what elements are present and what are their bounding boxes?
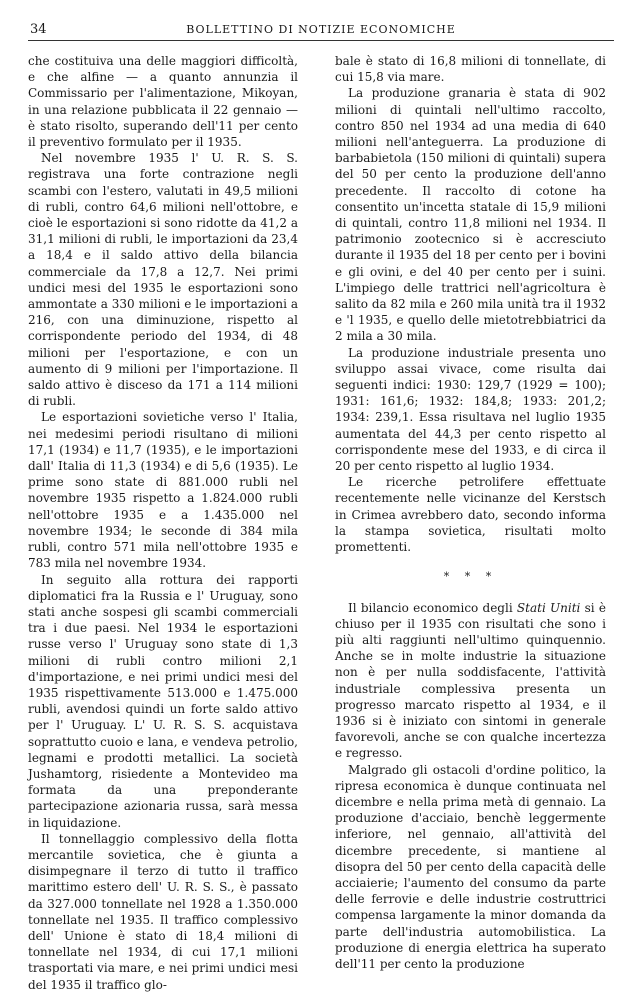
paragraph: Il tonnellaggio complessivo della flotta mercantile sovietica, che è giunta a disimpegnare il terzo di tutto il traffico marittimo estero dell' U. R. S. S., è passato da 327.000 tonnellate nel 1928 a 1.350.000 tonnellate nel 1935. Il traffico complessivo dell' Unione è stato di 18,4 milioni di tonnellate nel 1934, di cui 17,1 milioni trasportati via mare, e nei primi undici mesi del 1935 il traffico glo-: [28, 831, 298, 992]
page-number: 34: [30, 22, 47, 37]
paragraph: Malgrado gli ostacoli d'ordine politico, la ripresa economica è dunque continuata nel dicembre e nella prima metà di gennaio. La produzione d'acciaio, benchè leggermente inferiore, nel gennaio, all'attività del dicembre precedente, si mantiene al disopra del 50 per cento della capacità delle acciaierie; l'aumento del consumo da parte delle ferrovie e delle industrie costruttrici compensa largamente la minor domanda da parte dell'industria automobilistica. La produzione di energia elettrica ha superato dell'11 per cento la produzione: [335, 762, 606, 971]
paragraph: Le ricerche petrolifere effettuate recentemente nelle vicinanze del Kerstsch in Crimea avrebbero dato, secondo informa la stampa sovietica, risultati molto promettenti.: [335, 475, 606, 555]
right-column: [335, 53, 606, 972]
paragraph: La produzione industriale presenta uno sviluppo assai vivace, come risulta dai seguenti indici: 1930: 129,7 (1929 = 100); 1931: 161,6; 1932: 184,8; 1933: 201,2; 1934: 239,1. Essa risultava nel luglio 1935 aumentata del 44,3 per cento rispetto al corrispondente mese del 1933, e di circa il 20 per cento rispetto al luglio 1934.: [335, 345, 606, 474]
paragraph-text: Il bilancio economico degli: [348, 600, 517, 615]
running-title: BOLLETTINO DI NOTIZIE ECONOMICHE: [186, 23, 456, 36]
paragraph-stati-uniti: [335, 600, 606, 762]
paragraph: Nel novembre 1935 l' U. R. S. S. registrava una forte contrazione negli scambi con l'estero, valutati in 49,5 milioni di rubli, contro 64,6 milioni nell'ottobre, e cioè le esportazioni si sono ridotte da 41,2 a 31,1 milioni di rubli, le importazioni da 23,4 a 18,4 e il saldo attivo della bilancia commerciale da 17,8 a 12,7. Nei primi undici mesi del 1935 le esportazioni sono ammontate a 330 milioni e le importazioni a 216, con una diminuzione, rispetto al corrispondente periodo del 1934, di 48 milioni per l'esportazione, e con un aumento di 9 milioni per l'importazione. Il saldo attivo è disceso da 171 a 114 milioni di rubli.: [28, 151, 298, 409]
paragraph: che costituiva una delle maggiori difficoltà, e che alfine — a quanto annunzia il Commissario per l'alimentazione, Mikoyan, in una relazione pubblicata il 22 gennaio — è stato risolto, superando dell'11 per cento il preventivo formulato per il 1935.: [28, 54, 298, 150]
paragraph-text: si è chiuso per il 1935 con risultati che sono i più alti raggiunti nell'ultimo quinquennio. Anche se in molte industrie la situazione non è per nulla soddisfacente, l'attività industriale complessiva presenta un progresso marcato rispetto al 1934, e il 1936 si è iniziato con sintomi in generale favorevoli, anche se con qualche incertezza e regresso.: [335, 600, 606, 761]
paragraph: La produzione granaria è stata di 902 milioni di quintali nell'ultimo raccolto, contro 850 nel 1934 ad una media di 640 milioni nell'anteguerra. La produzione di barbabietola (150 milioni di quintali) supera del 50 per cento la produzione dell'anno precedente. Il raccolto di cotone ha consentito un'incetta statale di 15,9 milioni di quintali, contro 11,8 milioni nel 1934. Il patrimonio zootecnico si è accresciuto durante il 1935 del 18 per cento per i bovini e gli ovini, e del 40 per cento per i suini. L'impiego delle trattrici nell'agricoltura è salito da 82 mila e 260 mila unità tra il 1932 e 'l 1935, e quello delle mietotrebbiatrici da 2 mila a 30 mila.: [335, 86, 606, 344]
page-header: [28, 18, 614, 41]
section-break: * * *: [443, 570, 498, 584]
paragraph: bale è stato di 16,8 milioni di tonnellate, di cui 15,8 via mare.: [335, 54, 606, 85]
paragraph: In seguito alla rottura dei rapporti diplomatici fra la Russia e l' Uruguay, sono stati anche sospesi gli scambi commerciali tra i due paesi. Nel 1934 le esportazioni russe verso l' Uruguay sono state di 1,3 milioni di rubli contro milioni 2,1 d'importazione, e nei primi undici mesi del 1935 rispettivamente 513.000 e 1.475.000 rubli, avendosi quindi un forte saldo attivo per l' Uruguay. L' U. R. S. S. acquistava soprattutto cuoio e lana, e vendeva petrolio, legnami e prodotti metallici. La società Jushamtorg, risiedente a Montevideo ma formata da una preponderante partecipazione azionaria russa, sarà messa in liquidazione.: [28, 572, 298, 830]
country-name: Stati Uniti: [516, 600, 581, 615]
paragraph: Le esportazioni sovietiche verso l' Italia, nei medesimi periodi risultano di milioni 17,1 (1934) e 11,7 (1935), e le importazioni dall' Italia di 11,3 (1934) e di 5,6 (1935). Le prime sono state di 881.000 rubli nel novembre 1935 rispetto a 1.824.000 rubli nell'ottobre 1935 e a 1.435.000 nel novembre 1934; le seconde di 384 mila rubli, contro 571 mila nell'ottobre 1935 e 783 mila nel novembre 1934.: [28, 410, 298, 571]
left-column: [28, 53, 298, 993]
